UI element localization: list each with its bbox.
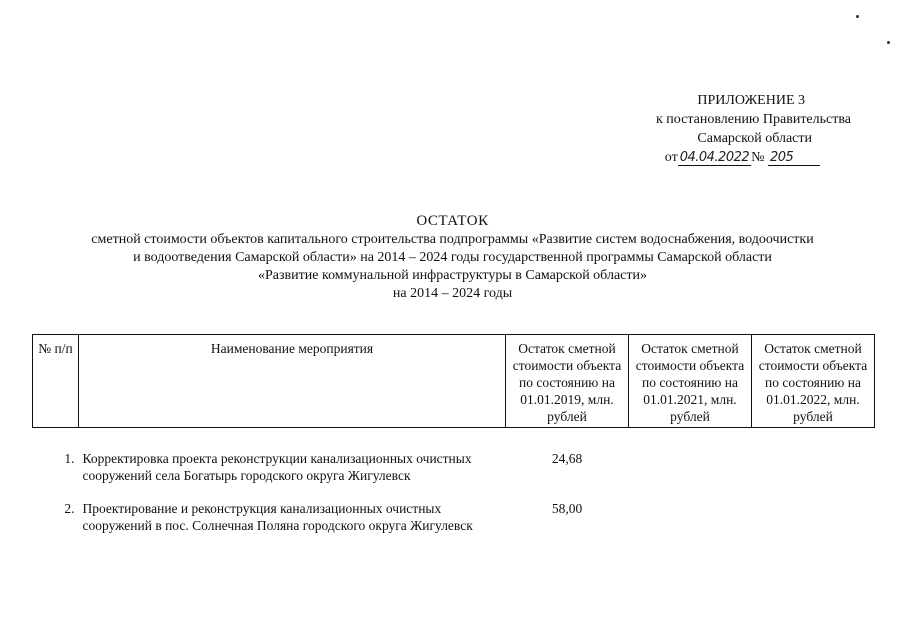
header-cost-2021: Остаток сметной стоимости объекта по состоянию на 01.01.2021, млн. рублей <box>629 335 752 428</box>
heading-line-4: на 2014 – 2024 годы <box>392 286 513 301</box>
scan-speck <box>856 15 859 18</box>
number-label: № <box>751 150 765 165</box>
document-title: ОСТАТОК <box>416 213 489 229</box>
appendix-region: Самарской области <box>697 131 812 146</box>
header-cost-2019: Остаток сметной стоимости объекта по состоянию на 01.01.2019, млн. рублей <box>506 335 629 428</box>
row-cost-2019: 58,00 <box>551 501 583 516</box>
row-cost-2022 <box>752 450 875 484</box>
row-name: Корректировка проекта реконструкции канализационных очистных сооружений села Богатырь городского округа Жигулевск <box>82 451 472 483</box>
appendix-resolution: к постановлению Правительства <box>655 112 851 127</box>
heading-line-2: и водоотведения Самарской области» на 2014 – 2024 годы государственной программы Самарской области <box>133 250 772 265</box>
cost-table <box>32 334 875 534</box>
row-name: Проектирование и реконструкция канализационных очистных сооружений в пос. Солнечная Поляна городского округа Жигулевск <box>82 501 473 533</box>
row-num: 1. <box>64 451 75 466</box>
header-num: № п/п <box>33 335 79 428</box>
row-num: 2. <box>64 501 75 516</box>
handwritten-number: 205 <box>768 150 820 166</box>
row-cost-2021 <box>629 450 752 484</box>
handwritten-date: 04.04.2022 <box>679 150 750 165</box>
appendix-block <box>591 91 851 167</box>
header-name: Наименование мероприятия <box>79 335 506 428</box>
appendix-title: ПРИЛОЖЕНИЕ 3 <box>697 93 805 108</box>
scan-speck <box>887 41 890 44</box>
table-header-row <box>33 335 875 428</box>
document-heading <box>20 212 885 303</box>
table-row <box>33 450 875 484</box>
from-label: от <box>664 150 678 165</box>
heading-line-1: сметной стоимости объектов капитального строительства подпрограммы «Развитие систем водоснабжения, водоочистки <box>91 232 814 247</box>
table-row <box>33 500 875 534</box>
row-cost-2021 <box>629 500 752 534</box>
header-cost-2022: Остаток сметной стоимости объекта по состоянию на 01.01.2022, млн. рублей <box>752 335 875 428</box>
row-cost-2022 <box>752 500 875 534</box>
row-cost-2019: 24,68 <box>551 451 583 466</box>
heading-line-3: «Развитие коммунальной инфраструктуры в Самарской области» <box>258 268 647 283</box>
appendix-date-number <box>591 148 820 167</box>
